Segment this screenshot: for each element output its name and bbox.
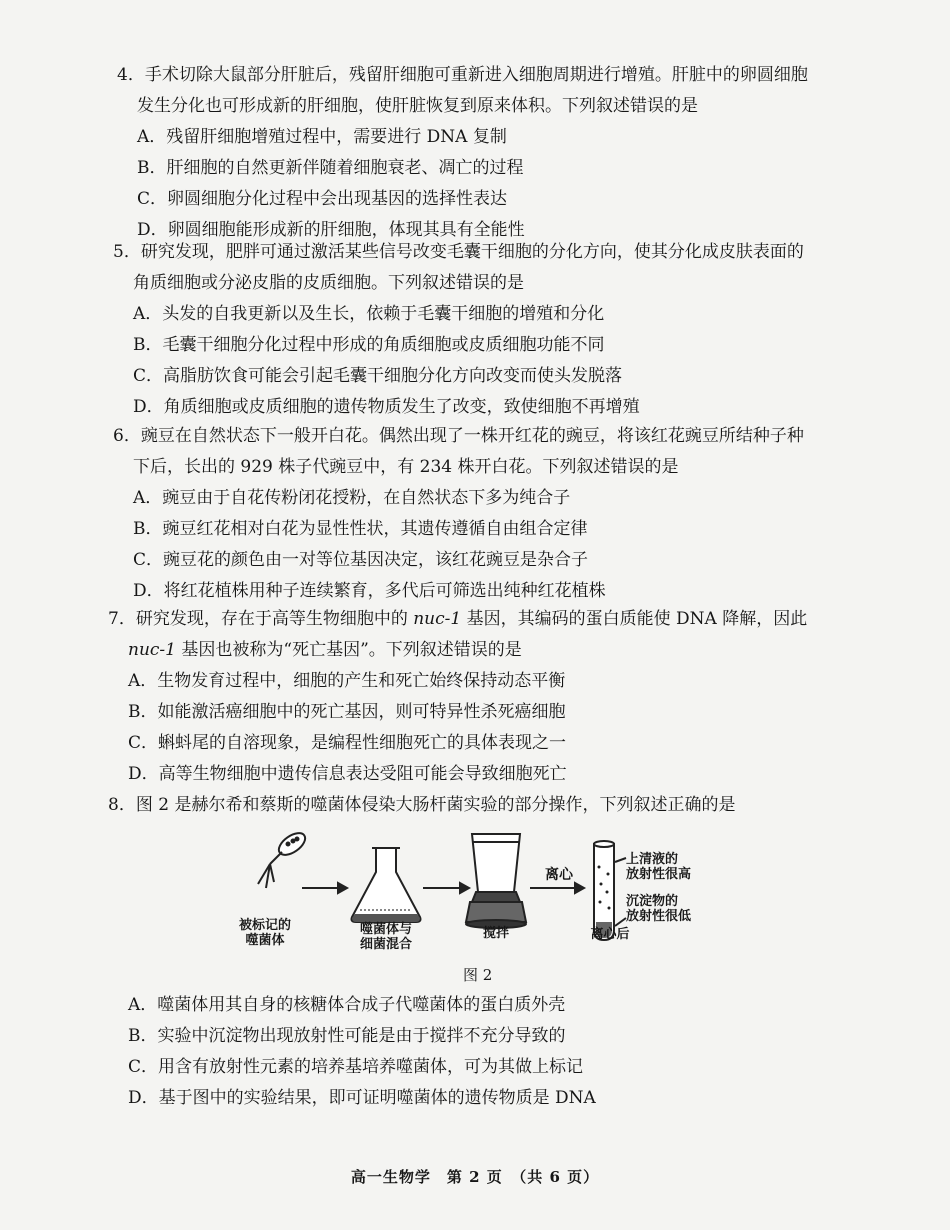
blender-icon (466, 834, 526, 928)
page-footer: 高一生物学 第 2 页 （共 6 页） (350, 1168, 600, 1186)
label-sediment (626, 894, 718, 924)
question-5-option-c: C．高脂肪饮食可能会引起毛囊干细胞分化方向改变而使头发脱落 (133, 366, 623, 386)
gene-name-nuc1-repeat: nuc-1 (128, 640, 176, 660)
question-6-option-d: D．将红花植株用种子连续繁育，多代后可筛选出纯种红花植株 (133, 581, 606, 601)
arrow-3-icon (530, 883, 584, 893)
label-sediment-line-1: 沉淀物的 (626, 894, 679, 909)
label-centrifuge: 离心 (545, 867, 573, 883)
label-mix (346, 922, 426, 952)
question-5-stem-line-2: 角质细胞或分泌皮脂的皮质细胞。下列叙述错误的是 (133, 273, 524, 293)
question-8-option-a: A．噬菌体用其自身的核糖体合成子代噬菌体的蛋白质外壳 (128, 995, 566, 1015)
question-4-option-d: D．卵圆细胞能形成新的肝细胞，体现其具有全能性 (137, 220, 525, 240)
question-4-stem-line-1: 4．手术切除大鼠部分肝脏后，残留肝细胞可重新进入细胞周期进行增殖。肝脏中的卵圆细胞 (117, 65, 808, 85)
question-4-option-c: C．卵圆细胞分化过程中会出现基因的选择性表达 (137, 189, 508, 209)
question-7-option-d: D．高等生物细胞中遗传信息表达受阻可能会导致细胞死亡 (128, 764, 567, 784)
test-tube-icon (594, 841, 626, 940)
question-5-stem-line-1: 5．研究发现，肥胖可通过激活某些信号改变毛囊干细胞的分化方向，使其分化成皮肤表面的 (113, 242, 804, 262)
label-mix-line-2: 细菌混合 (359, 937, 412, 952)
question-4-option-b: B．肝细胞的自然更新伴随着细胞衰老、凋亡的过程 (137, 158, 524, 178)
question-5 (113, 237, 804, 423)
question-7-stem-part-c: 基因也被称为“死亡基因”。下列叙述错误的是 (175, 640, 522, 660)
figure-caption: 图 2 (463, 966, 493, 984)
question-6-option-a: A．豌豆由于自花传粉闭花授粉，在自然状态下多为纯合子 (133, 488, 571, 508)
label-labeled-phage-line-1: 被标记的 (238, 918, 291, 933)
question-6-option-b: B．豌豆红花相对白花为显性性状，其遗传遵循自由组合定律 (133, 519, 588, 539)
flask-icon (352, 848, 421, 922)
label-after-centrifuge: 离心后 (590, 927, 630, 942)
question-8 (108, 790, 735, 821)
gene-name-nuc1: nuc-1 (413, 609, 462, 629)
question-6-stem-line-2: 下后，长出的 929 株子代豌豆中，有 234 株开白花。下列叙述错误的是 (133, 457, 679, 477)
question-7-stem-line-1 (108, 604, 807, 635)
label-sediment-line-2: 放射性很低 (626, 909, 692, 924)
label-labeled-phage-line-2: 噬菌体 (245, 933, 285, 948)
question-4-stem-line-2: 发生分化也可形成新的肝细胞，使肝脏恢复到原来体积。下列叙述错误的是 (137, 96, 698, 116)
question-6-option-c: C．豌豆花的颜色由一对等位基因决定，该红花豌豆是杂合子 (133, 550, 589, 570)
question-7-option-b: B．如能激活癌细胞中的死亡基因，则可特异性杀死癌细胞 (128, 702, 566, 722)
question-8-stem: 8．图 2 是赫尔希和蔡斯的噬菌体侵染大肠杆菌实验的部分操作，下列叙述正确的是 (108, 795, 736, 815)
arrow-2-icon (423, 883, 469, 893)
arrow-1-icon (302, 883, 347, 893)
question-5-option-d: D．角质细胞或皮质细胞的遗传物质发生了改变，致使细胞不再增殖 (133, 397, 640, 417)
figure-2 (230, 822, 730, 957)
question-7-stem-part-a: 7．研究发现，存在于高等生物细胞中的 (108, 609, 414, 629)
question-6 (113, 421, 804, 607)
question-4-option-a: A．残留肝细胞增殖过程中，需要进行 DNA 复制 (137, 127, 507, 147)
question-5-option-a: A．头发的自我更新以及生长，依赖于毛囊干细胞的增殖和分化 (133, 304, 605, 324)
phage-icon (258, 829, 309, 888)
question-7-stem-line-2 (108, 635, 807, 666)
label-labeled-phage (230, 918, 300, 948)
question-7-stem-part-b: 基因，其编码的蛋白质能使 DNA 降解，因此 (461, 609, 808, 629)
question-7 (108, 604, 807, 790)
question-8-options (128, 990, 596, 1114)
label-stir: 搅拌 (482, 926, 509, 941)
question-8-option-c: C．用含有放射性元素的培养基培养噬菌体，可为其做上标记 (128, 1057, 584, 1077)
question-7-option-a: A．生物发育过程中，细胞的产生和死亡始终保持动态平衡 (128, 671, 566, 691)
question-8-option-b: B．实验中沉淀物出现放射性可能是由于搅拌不充分导致的 (128, 1026, 566, 1046)
question-7-option-c: C．蝌蚪尾的自溶现象，是编程性细胞死亡的具体表现之一 (128, 733, 567, 753)
question-5-option-b: B．毛囊干细胞分化过程中形成的角质细胞或皮质细胞功能不同 (133, 335, 605, 355)
label-supernatant-line-2: 放射性很高 (626, 867, 692, 882)
question-8-option-d: D．基于图中的实验结果，即可证明噬菌体的遗传物质是 DNA (128, 1088, 596, 1108)
question-6-stem-line-1: 6．豌豆在自然状态下一般开白花。偶然出现了一株开红花的豌豆，将该红花豌豆所结种子种 (113, 426, 804, 446)
question-4 (117, 60, 808, 246)
label-supernatant (626, 852, 718, 882)
label-mix-line-1: 噬菌体与 (359, 922, 412, 937)
label-supernatant-line-1: 上清液的 (626, 852, 679, 867)
